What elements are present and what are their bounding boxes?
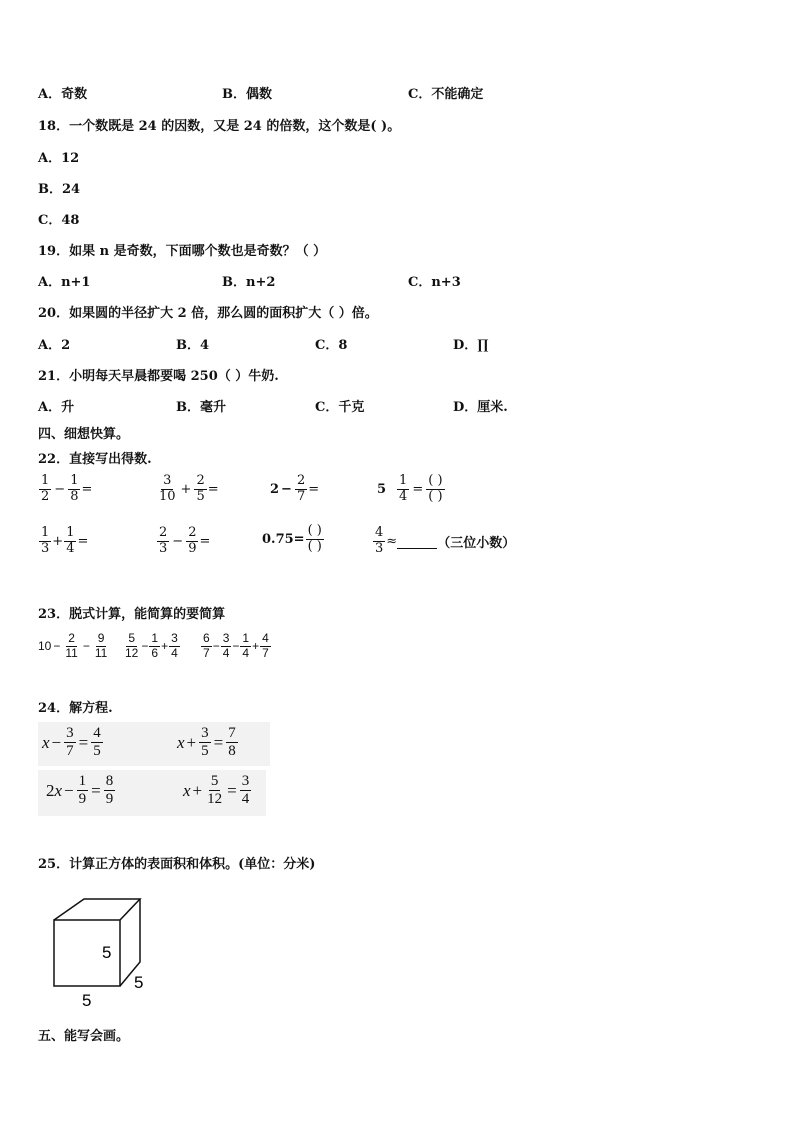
q24-equation-4: x + $\frac{5}{12}$ = $\frac{3}{4}$ xyxy=(183,773,250,808)
section-4-heading: 四、细想快算。 xyxy=(38,427,130,442)
cube-figure xyxy=(40,890,160,1015)
q23-expr-2: $\frac{5}{12}$ − $\frac{1}{6}$ + $\frac{3}{4}$ xyxy=(125,631,178,660)
q22-expr-6: $\frac{2}{3}$ − $\frac{2}{9}$ = xyxy=(159,525,211,556)
q24-equation-2: x + $\frac{3}{5}$ = $\frac{7}{8}$ xyxy=(177,725,236,760)
cube-top-face xyxy=(54,899,140,920)
q18-option-a: A．12 xyxy=(38,151,80,166)
q18-stem: 18．一个数既是 24 的因数，又是 24 的倍数，这个数是( )。 xyxy=(38,119,401,134)
q19-option-c: C．n+3 xyxy=(408,275,461,290)
q22-expr-5: $\frac{1}{3}$ + $\frac{1}{4}$ = xyxy=(41,525,89,556)
q20-option-d: D．∏ xyxy=(453,338,489,353)
q17-option-b: B．偶数 xyxy=(222,87,272,102)
section-5-heading: 五、能写会画。 xyxy=(38,1029,130,1044)
q20-stem: 20．如果圆的半径扩大 2 倍，那么圆的面积扩大（ ）倍。 xyxy=(38,306,378,321)
q22-expr-8: $\frac{4}{3}$ ≈ （三位小数） xyxy=(375,525,516,556)
q20-option-c: C．8 xyxy=(315,338,348,353)
q24-equation-3: 2 x − $\frac{1}{9}$ = $\frac{8}{9}$ xyxy=(46,773,114,808)
q23-stem: 23．脱式计算，能简算的要简算 xyxy=(38,607,226,622)
cube-label-front: 5 xyxy=(102,943,112,962)
q22-stem: 22．直接写出得数. xyxy=(38,452,152,467)
q22-expr-3: 2 − $\frac{2}{7}$ = xyxy=(270,473,320,504)
q25-stem: 25．计算正方体的表面积和体积。(单位：分米) xyxy=(38,857,316,872)
cube-label-side: 5 xyxy=(134,973,144,992)
cube-label-bottom: 5 xyxy=(82,991,92,1010)
q24-equation-1: x − $\frac{3}{7}$ = $\frac{4}{5}$ xyxy=(42,725,101,760)
q22-expr-2: $\frac{3}{10}$ + $\frac{2}{5}$ = xyxy=(159,473,219,504)
q20-option-b: B．4 xyxy=(176,338,210,353)
q23-expr-1: 10 − $\frac{2}{11}$ − $\frac{9}{11}$ xyxy=(38,631,108,660)
q21-option-d: D．厘米. xyxy=(453,400,508,415)
q23-expr-3: $\frac{6}{7}$ − $\frac{3}{4}$ − $\frac{1}{4}$ + $\frac{4}{7}$ xyxy=(203,631,269,660)
q22-expr-4: 5 $\frac{1}{4}$ = $\frac{( )}{( )}$ xyxy=(377,473,443,504)
q21-option-a: A．升 xyxy=(38,400,75,415)
q24-stem: 24．解方程. xyxy=(38,701,113,716)
q19-option-a: A．n+1 xyxy=(38,275,91,290)
q21-stem: 21．小明每天早晨都要喝 250（ ）牛奶. xyxy=(38,369,279,384)
q18-option-b: B．24 xyxy=(38,182,81,197)
q18-option-c: C．48 xyxy=(38,213,80,228)
q19-option-b: B．n+2 xyxy=(222,275,276,290)
q21-option-b: B．毫升 xyxy=(176,400,226,415)
q17-option-a: A．奇数 xyxy=(38,87,88,102)
q22-expr-1: $\frac{1}{2}$ − $\frac{1}{8}$ = xyxy=(41,473,93,504)
q22-expr-7: 0.75= $\frac{( )}{( )}$ xyxy=(262,523,322,554)
q19-stem: 19．如果 n 是奇数，下面哪个数也是奇数？（ ） xyxy=(38,244,327,259)
q17-option-c: C．不能确定 xyxy=(408,87,484,102)
q20-option-a: A．2 xyxy=(38,338,71,353)
q21-option-c: C．千克 xyxy=(315,400,365,415)
